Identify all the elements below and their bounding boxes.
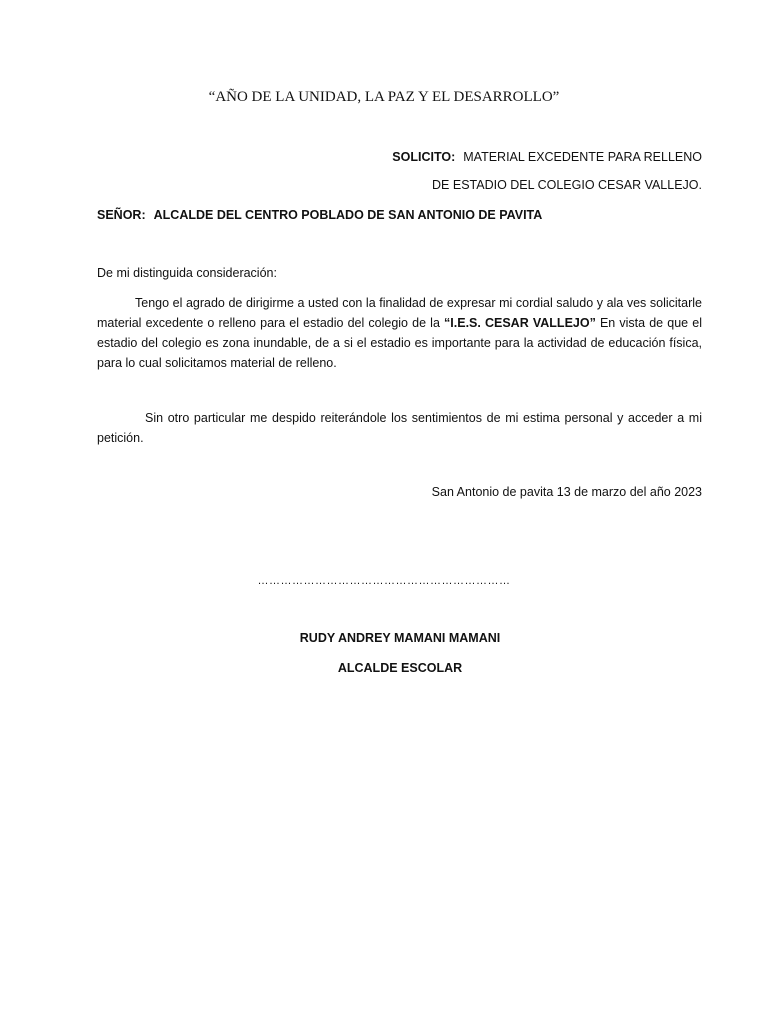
para1-text-end: En vista de que el estadio del colegio es zona inundable, de a si el estadio es importante para la actividad de educación física, para lo cual solicitamos material de relleno. [97,316,702,370]
school-name: “I.E.S. CESAR VALLEJO” [444,316,596,330]
body-paragraph-1 [97,293,702,373]
signer-role: ALCALDE ESCOLAR [337,661,463,675]
year-motto: “AÑO DE LA UNIDAD, LA PAZ Y EL DESARROLLO” [208,89,560,105]
solicito-line-2: DE ESTADIO DEL COLEGIO CESAR VALLEJO. [432,178,702,192]
addressee-text: ALCALDE DEL CENTRO POBLADO DE SAN ANTONIO DE PAVITA [153,208,543,222]
body-paragraph-2 [97,408,702,448]
para1-text-start: Tengo el agrado de dirigirme a usted con la finalidad de expresar mi cordial saludo y ala ves solicitarle material excedente o relleno para el estadio del colegio de la [97,296,702,330]
signer-name: RUDY ANDREY MAMANI MAMANI [299,631,501,645]
greeting: De mi distinguida consideración: [97,266,277,280]
solicito-line-1 [392,150,702,164]
solicito-text-1: MATERIAL EXCEDENTE PARA RELLENO [463,150,702,164]
date-line: San Antonio de pavita 13 de marzo del año 2023 [431,485,702,499]
addressee-line [97,208,542,222]
senor-label: SEÑOR: [97,208,146,222]
para2-text: Sin otro particular me despido reiterándole los sentimientos de mi estima personal y acceder a mi petición. [97,411,702,445]
solicito-label: SOLICITO: [392,150,456,164]
signature-line: ………………………………………………………… [257,575,511,587]
